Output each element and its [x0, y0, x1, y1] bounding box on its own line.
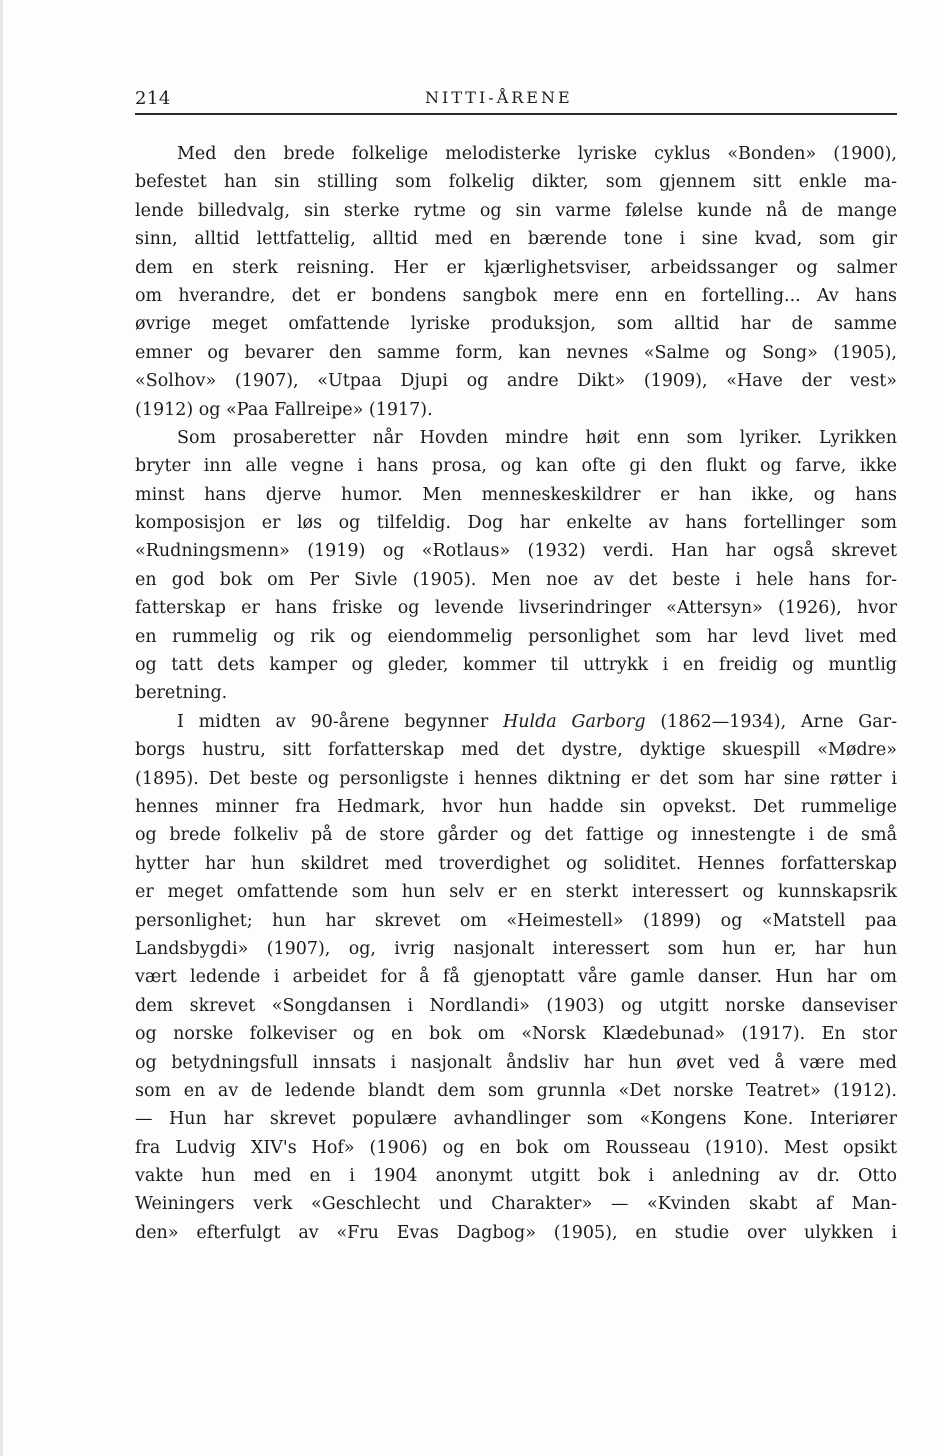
text-line: komposisjon er løs og tilfeldig. Dog har enkelte av hans fortellinger som	[135, 513, 897, 534]
text-line: vært ledende i arbeidet for å få gjenoptatt våre gamle danser. Hun har om	[135, 967, 897, 988]
text-line: en god bok om Per Sivle (1905). Men noe av det beste i hele hans for-	[135, 569, 897, 590]
text-line: «Solhov» (1907), «Utpaa Djupi og andre Dikt» (1909), «Have der vest»	[135, 371, 897, 392]
text-line: en rummelig og rik og eiendommelig personlighet som har levd livet med	[135, 626, 897, 647]
page-edge	[0, 0, 3, 1456]
text-line: og brede folkeliv på de store gårder og det fattige og innestengte i de små	[135, 825, 897, 846]
text-line: som en av de ledende blandt dem som grunnla «Det norske Teatret» (1912).	[135, 1080, 897, 1101]
text-line: dem skrevet «Songdansen i Nordlandi» (1903) og utgitt norske danseviser	[135, 995, 897, 1016]
paragraph-3	[135, 708, 897, 1247]
text-run: (1862—1934), Arne Gar-	[645, 711, 897, 732]
text-line: Landsbygdi» (1907), og, ivrig nasjonalt interessert som hun er, har hun	[135, 938, 897, 959]
paragraph-1	[135, 140, 897, 424]
text-line: og tatt dets kamper og gleder, kommer til uttrykk i en freidig og muntlig	[135, 655, 897, 676]
text-line: den» efterfulgt av «Fru Evas Dagbog» (1905), en studie over ulykken i	[135, 1222, 897, 1243]
text-line: (1895). Det beste og personligste i hennes diktning er det som har sine røtter i	[135, 768, 897, 789]
text-line: minst hans djerve humor. Men menneskeskildrer er han ikke, og hans	[135, 484, 897, 505]
text-line: lende billedvalg, sin sterke rytme og sin varme følelse kunde nå de mange	[135, 200, 897, 221]
text-line: — Hun har skrevet populære avhandlinger som «Kongens Kone. Interiører	[135, 1109, 897, 1130]
text-line: (1912) og «Paa Fallreipe» (1917).	[135, 399, 433, 420]
text-line: Weiningers verk «Geschlecht und Charakter» — «Kvinden skabt af Man-	[135, 1194, 897, 1215]
text-line: bryter inn alle vegne i hans prosa, og kan ofte gi den flukt og farve, ikke	[135, 456, 897, 477]
text-line	[135, 708, 897, 736]
page-number: 214	[135, 88, 171, 109]
text-line: Som prosaberetter når Hovden mindre høit enn som lyriker. Lyrikken	[177, 427, 897, 448]
page-header	[135, 84, 897, 116]
text-line: er meget omfattende som hun selv er en sterkt interessert og kunnskapsrik	[135, 882, 897, 903]
body-text	[135, 140, 897, 1247]
text-line: vakte hun med en i 1904 anonymt utgitt bok i anledning av dr. Otto	[135, 1166, 897, 1187]
text-line: personlighet; hun har skrevet om «Heimestell» (1899) og «Matstell paa	[135, 910, 897, 931]
text-line: befestet han sin stilling som folkelig dikter, som gjennem sitt enkle ma-	[135, 172, 897, 193]
text-line: «Rudningsmenn» (1919) og «Rotlaus» (1932) verdi. Han har også skrevet	[135, 541, 897, 562]
text-run: I midten av 90-årene begynner	[177, 711, 503, 732]
header-rule	[135, 113, 897, 115]
text-line: og betydningsfull innsats i nasjonalt åndsliv har hun øvet ved å være med	[135, 1052, 897, 1073]
text-line: emner og bevarer den samme form, kan nevnes «Salme og Song» (1905),	[135, 342, 897, 363]
text-line: Med den brede folkelige melodisterke lyriske cyklus «Bonden» (1900),	[177, 144, 897, 164]
text-line: beretning.	[135, 683, 228, 704]
running-head: NITTI-ÅRENE	[425, 88, 573, 107]
author-name: Hulda Garborg	[502, 711, 646, 732]
text-line: øvrige meget omfattende lyriske produksjon, som alltid har de samme	[135, 314, 897, 335]
text-line: fra Ludvig XIV's Hof» (1906) og en bok om Rousseau (1910). Mest opsikt	[135, 1137, 897, 1158]
text-line: hytter har hun skildret med troverdighet og soliditet. Hennes forfatterskap	[135, 853, 897, 874]
text-line: fatterskap er hans friske og levende livserindringer «Attersyn» (1926), hvor	[135, 598, 897, 619]
text-line: borgs hustru, sitt forfatterskap med det dystre, dyktige skuespill «Mødre»	[135, 740, 897, 761]
text-line: sinn, alltid lettfattelig, alltid med en bærende tone i sine kvad, som gir	[135, 229, 897, 250]
text-line: og norske folkeviser og en bok om «Norsk Klædebunad» (1917). En stor	[135, 1024, 897, 1045]
text-line: hennes minner fra Hedmark, hvor hun hadde sin opvekst. Det rummelige	[135, 796, 897, 817]
text-line: dem en sterk reisning. Her er kjærlighetsviser, arbeidssanger og salmer	[135, 257, 897, 278]
text-line: om hverandre, det er bondens sangbok mere enn en fortelling... Av hans	[135, 285, 897, 306]
paragraph-2	[135, 424, 897, 708]
